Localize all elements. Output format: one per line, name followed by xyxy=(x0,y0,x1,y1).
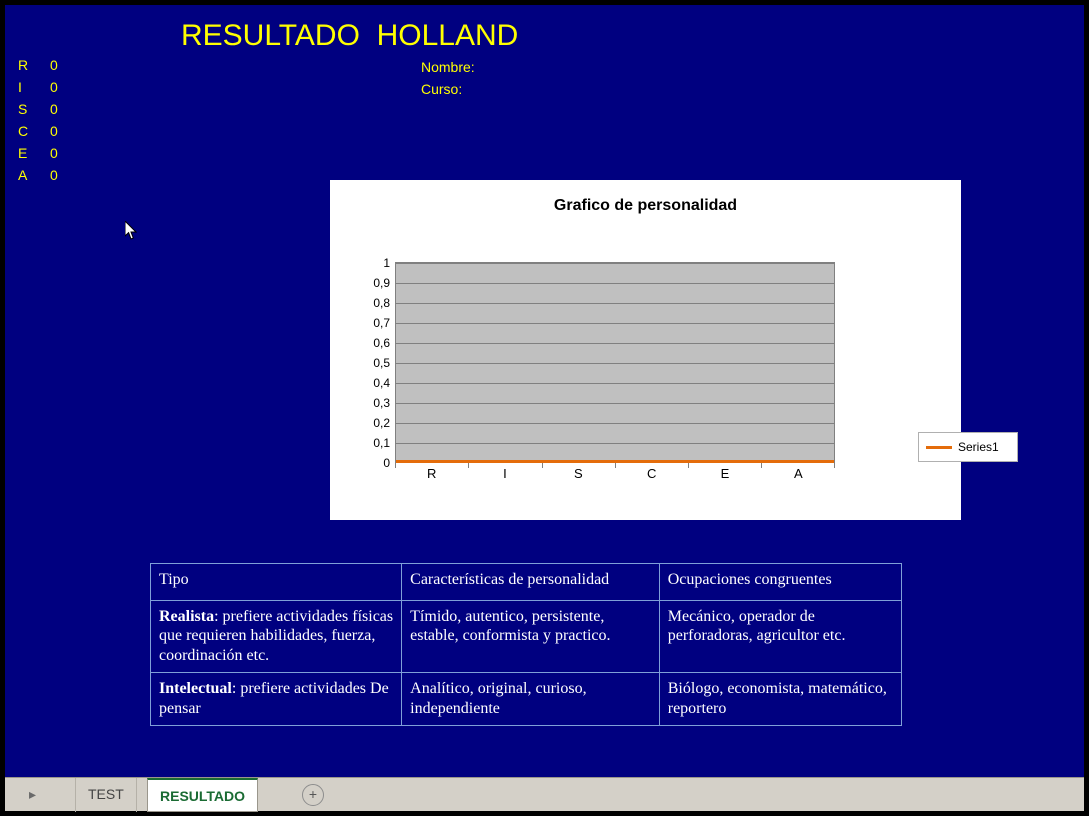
sheet-tab-resultado[interactable]: RESULTADO xyxy=(147,778,258,812)
legend-swatch-icon xyxy=(926,446,952,449)
table-cell-ocupaciones: Biólogo, economista, matemático, reportero xyxy=(659,673,901,726)
y-tick-label: 0,9 xyxy=(373,276,390,290)
score-label: A xyxy=(18,167,28,183)
table-header-cell: Tipo xyxy=(151,564,402,601)
y-tick-label: 0 xyxy=(383,456,390,470)
table-cell-tipo xyxy=(151,600,402,673)
table-cell-caracteristicas: Tímido, autentico, persistente, estable, conformista y practico. xyxy=(402,600,660,673)
score-row xyxy=(18,57,138,79)
mouse-cursor-icon xyxy=(125,221,137,240)
legend-label: Series1 xyxy=(958,440,999,454)
x-tick-label: I xyxy=(503,466,507,481)
y-tick-label: 0,3 xyxy=(373,396,390,410)
score-value: 0 xyxy=(50,145,58,161)
page-title: RESULTADO HOLLAND xyxy=(181,19,519,52)
tipo-name: Intelectual xyxy=(159,680,232,698)
y-tick-label: 0,5 xyxy=(373,356,390,370)
plot-area xyxy=(373,256,835,470)
score-label: R xyxy=(18,57,29,73)
score-value: 0 xyxy=(50,167,58,183)
tipo-name: Realista xyxy=(159,607,215,625)
score-value: 0 xyxy=(50,123,58,139)
next-sheet-arrow-icon[interactable]: ▸ xyxy=(29,786,37,802)
table-row xyxy=(151,673,902,726)
add-sheet-icon[interactable]: + xyxy=(302,784,324,806)
score-row xyxy=(18,79,138,101)
chart-title: Grafico de personalidad xyxy=(553,197,738,214)
score-label: E xyxy=(18,145,28,161)
score-list xyxy=(18,57,138,189)
curso-label: Curso: xyxy=(421,81,463,97)
x-tick-label: E xyxy=(720,466,730,481)
x-tick-label: S xyxy=(573,466,583,481)
x-tick-label: R xyxy=(426,466,437,481)
y-tick-label: 0,7 xyxy=(373,316,390,330)
score-row xyxy=(18,145,138,167)
score-label: I xyxy=(18,79,22,95)
table-header-cell: Características de personalidad xyxy=(402,564,660,601)
chart-legend xyxy=(918,432,1018,462)
score-row xyxy=(18,123,138,145)
x-tick-label: A xyxy=(793,466,803,481)
score-row xyxy=(18,167,138,189)
x-axis-labels xyxy=(395,466,835,481)
worksheet-canvas[interactable] xyxy=(5,5,1084,777)
table-cell-caracteristicas: Analítico, original, curioso, independiente xyxy=(402,673,660,726)
sheet-tab-test[interactable]: TEST xyxy=(75,778,137,812)
y-tick-label: 0,2 xyxy=(373,416,390,430)
score-value: 0 xyxy=(50,101,58,117)
x-tick-label: C xyxy=(646,466,657,481)
y-tick-label: 0,1 xyxy=(373,436,390,450)
table-row xyxy=(151,600,902,673)
tipo-description: : prefiere actividades físicas que requieren habilidades, fuerza, coordinación etc. xyxy=(159,607,394,664)
table-header-row xyxy=(151,564,902,601)
score-value: 0 xyxy=(50,57,58,73)
nombre-label: Nombre: xyxy=(421,59,475,75)
chart-container[interactable] xyxy=(330,180,999,520)
y-tick-label: 0,4 xyxy=(373,376,390,390)
score-row xyxy=(18,101,138,123)
table-header-cell: Ocupaciones congruentes xyxy=(659,564,901,601)
y-tick-label: 0,8 xyxy=(373,296,390,310)
tipo-description: : prefiere actividades De pensar xyxy=(159,680,389,717)
score-value: 0 xyxy=(50,79,58,95)
table-cell-ocupaciones: Mecánico, operador de perforadoras, agricultor etc. xyxy=(659,600,901,673)
personality-types-table xyxy=(150,563,902,726)
table-cell-tipo xyxy=(151,673,402,726)
y-tick-label: 0,6 xyxy=(373,336,390,350)
sheet-tab-bar xyxy=(5,777,1084,811)
score-label: C xyxy=(18,123,29,139)
score-label: S xyxy=(18,101,28,117)
y-tick-label: 1 xyxy=(383,256,390,270)
